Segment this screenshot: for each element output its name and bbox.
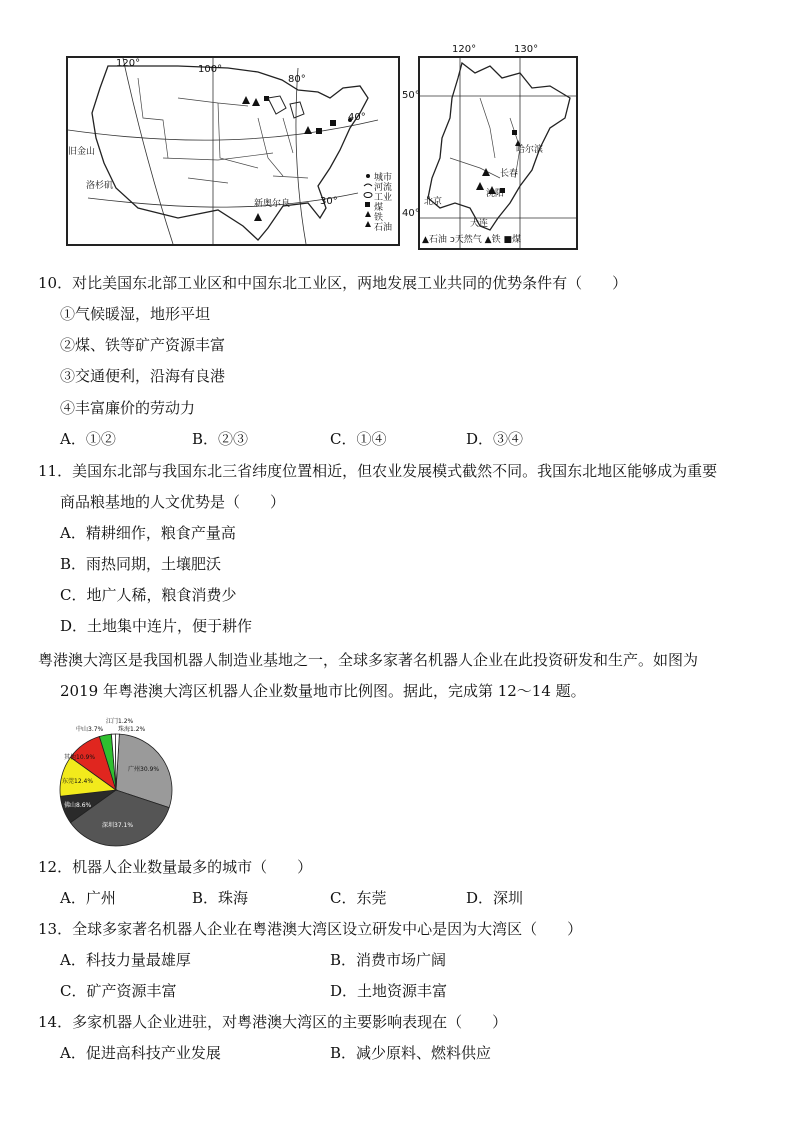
iron-icon: ▲	[484, 235, 492, 245]
place-san-francisco: 旧金山	[68, 147, 96, 157]
pie-label-0: 广州30.9%	[128, 766, 160, 773]
pie-label-2: 佛山8.6%	[64, 802, 92, 809]
usa-lon-120: 120°	[116, 58, 141, 69]
q11-option-a[interactable]: A．精耕细作，粮食产量高	[60, 524, 236, 542]
pie-label-7: 珠海1.2%	[118, 726, 146, 733]
q11-option-b[interactable]: B．雨热同期，土壤肥沃	[60, 555, 222, 573]
usa-legend-city: 城市	[374, 173, 393, 183]
q13-option-b[interactable]: B．消费市场广阔	[330, 951, 447, 969]
q12-option-a[interactable]: A．广州	[60, 889, 116, 907]
pie-label-3: 东莞12.4%	[62, 778, 94, 785]
cn-lon-130: 130°	[514, 44, 539, 55]
q11-stem-line1: 11．美国东北部与我国东北三省纬度位置相近，但农业发展模式截然不同。我国东北地区能够成为重要	[38, 462, 718, 480]
q12-option-c[interactable]: C．东莞	[330, 889, 387, 907]
gas-icon: ↄ	[449, 235, 455, 245]
cn-legend-gas: 天然气	[454, 235, 482, 245]
usa-map-drawing	[68, 58, 398, 244]
place-shenyang: 沈阳	[486, 189, 505, 199]
q13-stem: 13．全球多家著名机器人企业在粤港澳大湾区设立研发中心是因为大湾区（ ）	[38, 920, 583, 938]
intro-line1: 粤港澳大湾区是我国机器人制造业基地之一，全球多家著名机器人企业在此投资研发和生产。如图为	[38, 651, 699, 669]
place-dalian: 大连	[470, 219, 489, 229]
q10-stem: 10．对比美国东北部工业区和中国东北工业区，两地发展工业共同的优势条件有（ ）	[38, 274, 628, 292]
pie-label-1: 深圳37.1%	[102, 822, 134, 829]
q13-option-a[interactable]: A．科技力量最雄厚	[60, 951, 191, 969]
coal-icon: ■	[503, 235, 512, 245]
usa-legend-coal: 煤	[374, 203, 384, 213]
q10-option-d[interactable]: D．③④	[466, 430, 524, 448]
q12-option-b[interactable]: B．珠海	[192, 889, 249, 907]
pie-label-5: 中山3.7%	[76, 726, 104, 733]
q14-option-b[interactable]: B．减少原料、燃料供应	[330, 1044, 492, 1062]
cn-lat-40: 40°	[402, 208, 420, 219]
usa-legend-oil: 石油	[374, 223, 393, 233]
pie-label-4: 其他10.9%	[64, 754, 96, 761]
q10-item-3: ③交通便利，沿海有良港	[60, 367, 226, 385]
q11-option-c[interactable]: C．地广人稀，粮食消费少	[60, 586, 237, 604]
place-harbin: 哈尔滨	[516, 145, 544, 155]
q11-option-d[interactable]: D．土地集中连片，便于耕作	[60, 617, 253, 635]
q13-option-c[interactable]: C．矿产资源丰富	[60, 982, 177, 1000]
china-map-drawing	[420, 58, 576, 248]
q11-stem-line2: 商品粮基地的人文优势是（ ）	[60, 493, 286, 511]
china-northeast-map	[402, 44, 578, 250]
q10-item-1: ①气候暖湿，地形平坦	[60, 305, 211, 323]
q10-option-c[interactable]: C．①④	[330, 430, 387, 448]
cn-legend-iron: 铁	[491, 235, 501, 245]
place-los-angeles: 洛杉矶	[86, 181, 114, 191]
cn-lon-120: 120°	[452, 44, 477, 55]
usa-lat-30: 30°	[320, 196, 338, 207]
intro-line2: 2019 年粤港澳大湾区机器人企业数量地市比例图。据此，完成第 12～14 题。	[60, 682, 586, 700]
cn-legend-oil: 石油	[428, 235, 447, 245]
robot-enterprise-pie-chart	[56, 716, 186, 852]
q10-item-2: ②煤、铁等矿产资源丰富	[60, 336, 226, 354]
cn-legend-coal: 煤	[511, 235, 521, 245]
usa-lat-40: 40°	[348, 112, 366, 123]
china-legend	[422, 232, 574, 245]
q14-stem: 14．多家机器人企业进驻，对粤港澳大湾区的主要影响表现在（ ）	[38, 1013, 508, 1031]
q10-item-4: ④丰富廉价的劳动力	[60, 399, 196, 417]
q12-stem: 12．机器人企业数量最多的城市（ ）	[38, 858, 313, 876]
usa-lon-100: 100°	[198, 64, 223, 75]
place-changchun: 长春	[500, 169, 519, 179]
pie-label-6: 江门1.2%	[106, 718, 134, 725]
place-new-orleans: 新奥尔良	[254, 199, 291, 209]
oil-icon: ▲	[422, 235, 429, 245]
usa-legend-iron: 铁	[374, 213, 384, 223]
q14-option-a[interactable]: A．促进高科技产业发展	[60, 1044, 221, 1062]
q12-option-d[interactable]: D．深圳	[466, 889, 524, 907]
q13-option-d[interactable]: D．土地资源丰富	[330, 982, 448, 1000]
usa-lon-80: 80°	[288, 74, 306, 85]
usa-legend-river: 河流	[374, 183, 393, 193]
q10-option-b[interactable]: B．②③	[192, 430, 249, 448]
place-beijing: 北京	[424, 197, 443, 207]
q10-option-a[interactable]: A．①②	[60, 430, 116, 448]
usa-legend-industry: 工业	[374, 193, 393, 203]
usa-map	[66, 56, 400, 246]
pie-svg	[56, 716, 186, 852]
cn-lat-50: 50°	[402, 90, 420, 101]
